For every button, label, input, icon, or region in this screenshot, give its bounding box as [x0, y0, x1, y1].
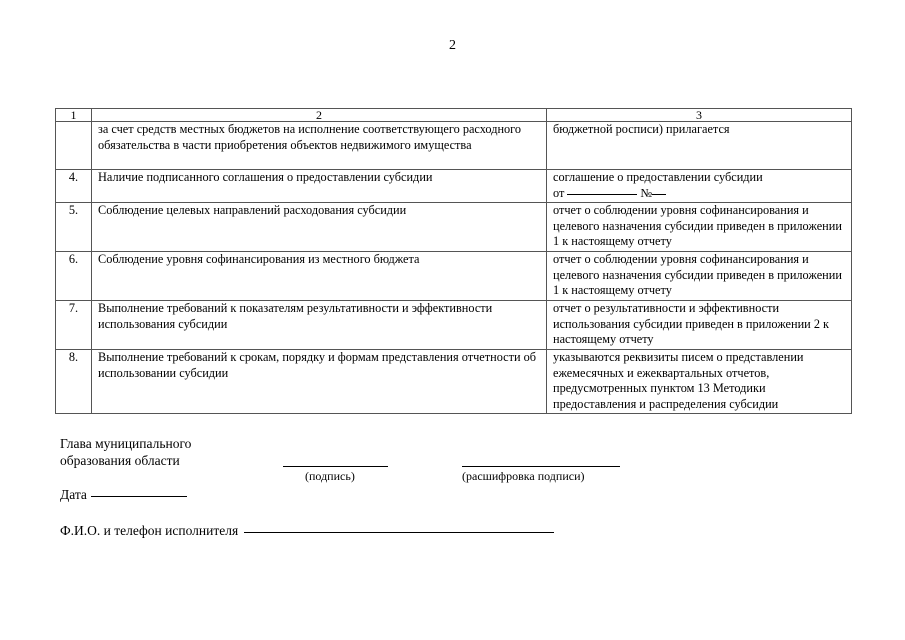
criterion-cell: Соблюдение целевых направлений расходования субсидии — [92, 203, 547, 252]
confirmation-cell: отчет о результативности и эффективности использования субсидии приведен в приложении 2 к настоящему отчету — [547, 301, 852, 350]
report-table — [55, 108, 852, 414]
row-number: 4. — [56, 170, 92, 203]
table-header-row — [56, 109, 852, 122]
table-row — [56, 252, 852, 301]
row-number: 8. — [56, 350, 92, 414]
criterion-cell: Выполнение требований к срокам, порядку и формам представления отчетности об использовании субсидии — [92, 350, 547, 414]
table-row — [56, 122, 852, 170]
header-cell: 3 — [547, 109, 852, 122]
signature-caption: (подпись) — [305, 469, 355, 483]
agreement-date-blank — [567, 194, 637, 195]
row-number: 7. — [56, 301, 92, 350]
table-row — [56, 350, 852, 414]
head-of-municipality-label — [60, 435, 191, 469]
criterion-cell: за счет средств местных бюджетов на исполнение соответствующего расходного обязательства в части приобретения объектов недвижимого имущества — [92, 122, 547, 170]
signature-decoding-line — [462, 466, 620, 467]
page-number: 2 — [449, 38, 456, 53]
agreement-from-label: от — [553, 185, 565, 200]
confirmation-cell: указываются реквизиты писем о представлении ежемесячных и ежеквартальных отчетов, предусмотренных пунктом 13 Методики предоставления и распределения субсидии — [547, 350, 852, 414]
criterion-cell: Выполнение требований к показателям результативности и эффективности использования субсидии — [92, 301, 547, 350]
executor-line — [244, 532, 554, 533]
confirmation-cell: бюджетной росписи) прилагается — [547, 122, 852, 170]
executor-field — [60, 523, 554, 539]
executor-label: Ф.И.О. и телефон исполнителя — [60, 523, 239, 538]
confirmation-cell — [547, 170, 852, 203]
signature-line — [283, 466, 388, 467]
signature-decoding-caption: (расшифровка подписи) — [462, 469, 585, 483]
agreement-number-label: № — [640, 185, 653, 200]
confirmation-text: соглашение о предоставлении субсидии — [553, 170, 763, 184]
date-label: Дата — [60, 487, 87, 502]
criterion-cell: Соблюдение уровня софинансирования из местного бюджета — [92, 252, 547, 301]
table-row — [56, 203, 852, 252]
date-field — [60, 487, 187, 503]
criterion-cell: Наличие подписанного соглашения о предоставлении субсидии — [92, 170, 547, 203]
confirmation-cell: отчет о соблюдении уровня софинансирования и целевого назначения субсидии приведен в приложении 1 к настоящему отчету — [547, 252, 852, 301]
head-label-line1: Глава муниципального — [60, 436, 192, 451]
row-number: 5. — [56, 203, 92, 252]
head-label-line2: образования области — [60, 453, 180, 468]
header-cell: 1 — [56, 109, 92, 122]
confirmation-cell: отчет о соблюдении уровня софинансирования и целевого назначения субсидии приведен в приложении 1 к настоящему отчету — [547, 203, 852, 252]
agreement-number-blank — [652, 194, 666, 195]
row-number: 6. — [56, 252, 92, 301]
header-cell: 2 — [92, 109, 547, 122]
row-number — [56, 122, 92, 170]
date-line — [91, 496, 187, 497]
table-row — [56, 301, 852, 350]
table-row — [56, 170, 852, 203]
